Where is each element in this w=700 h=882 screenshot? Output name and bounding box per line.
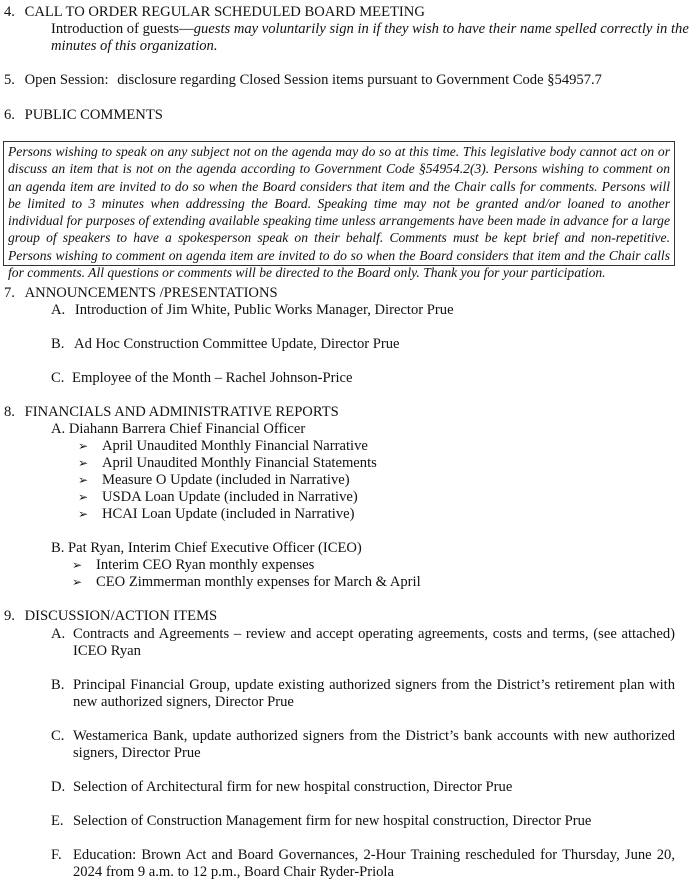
report-bullet: [78, 438, 368, 455]
section-title: DISCUSSION/ACTION ITEMS: [24, 608, 218, 624]
section-number: 9.: [4, 608, 15, 624]
section-number: 7.: [4, 285, 15, 301]
report-bullet: [78, 472, 350, 489]
item-letter: B.: [51, 677, 65, 693]
bullet-text: April Unaudited Monthly Financial Narrative: [102, 438, 368, 454]
arrow-bullet-icon: ➢: [78, 490, 89, 504]
open-session-text: disclosure regarding Closed Session items pursuant to Government Code §54957.7: [117, 72, 602, 88]
arrow-bullet-icon: ➢: [78, 507, 89, 521]
section-8-heading: [4, 404, 339, 421]
section-7-heading: [4, 285, 278, 302]
iceo-report-label: B. Pat Ryan, Interim Chief Executive Officer (ICEO): [51, 540, 362, 556]
announcement-item: [51, 336, 400, 353]
open-session-label: Open Session:: [24, 72, 109, 88]
guest-intro-line-1: [51, 21, 689, 38]
arrow-bullet-icon: ➢: [72, 575, 83, 589]
announcement-item: [51, 370, 353, 387]
item-letter: C.: [51, 728, 65, 744]
section-title: ANNOUNCEMENTS /PRESENTATIONS: [24, 285, 278, 301]
public-comments-notice: Persons wishing to speak on any subject not on the agenda may do so at this time. This legislative body cannot act on or discuss an item that is not on the agenda according to Government Code §54954.2(3). Persons wishing to comment on an agenda item are invited to do so when the Board considers that item and the Chair calls for comments. Persons will be limited to 3 minutes when addressing the Board. Speaking time may not be granted and/or loaned to another individual for purposes of extending available speaking time unless arrangements have been made in advance for a large group of speakers to have a spokesperson speak on their behalf. Comments must be kept brief and non-repetitive. Persons wishing to comment on agenda item are invited to do so when the Board considers that item and the Chair calls for comments. All questions or comments will be directed to the Board only. Thank you for your participation.: [3, 141, 675, 266]
report-bullet: [72, 557, 314, 574]
item-letter: A.: [51, 626, 66, 642]
section-number: 5.: [4, 72, 15, 88]
report-bullet: [78, 506, 354, 523]
section-9-heading: [4, 608, 217, 625]
section-title: FINANCIALS AND ADMINISTRATIVE REPORTS: [24, 404, 339, 420]
item-letter: A.: [51, 302, 66, 318]
section-title: PUBLIC COMMENTS: [24, 107, 163, 123]
arrow-bullet-icon: ➢: [72, 558, 83, 572]
item-letter: D.: [51, 779, 66, 795]
report-bullet: [72, 574, 421, 591]
cfo-report-label: A. Diahann Barrera Chief Financial Officer: [51, 421, 306, 437]
bullet-text: USDA Loan Update (included in Narrative): [102, 489, 358, 505]
report-bullet: [78, 489, 358, 506]
section-number: 6.: [4, 107, 15, 123]
guest-intro-label: Introduction of guests—: [51, 21, 194, 37]
section-4-heading: [4, 4, 425, 21]
item-letter: F.: [51, 847, 62, 863]
item-letter: B.: [51, 336, 65, 352]
arrow-bullet-icon: ➢: [78, 473, 89, 487]
report-bullet: [78, 455, 377, 472]
action-item-text: Principal Financial Group, update existing authorized signers from the District’s retirement plan with new authorized signers, Director Prue: [73, 677, 675, 710]
item-text: Ad Hoc Construction Committee Update, Director Prue: [74, 336, 400, 352]
item-letter: C.: [51, 370, 65, 386]
bullet-text: Interim CEO Ryan monthly expenses: [96, 557, 315, 573]
action-item-text: Education: Brown Act and Board Governances, 2-Hour Training rescheduled for Thursday, June 20, 2024 from 9 a.m. to 12 p.m., Board Chair Ryder-Priola: [73, 847, 675, 880]
section-number: 8.: [4, 404, 15, 420]
arrow-bullet-icon: ➢: [78, 439, 89, 453]
action-item-text: Selection of Construction Management firm for new hospital construction, Director Prue: [73, 813, 592, 829]
guest-intro-line-2: minutes of this organization.: [51, 38, 218, 54]
item-text: Introduction of Jim White, Public Works Manager, Director Prue: [74, 302, 454, 318]
item-text: Employee of the Month – Rachel Johnson-Price: [72, 370, 353, 386]
guest-intro-note: guests may voluntarily sign in if they wish to have their name spelled correctly in the: [193, 21, 689, 37]
section-6-heading: [4, 107, 163, 124]
action-item-text: Westamerica Bank, update authorized signers from the District’s bank accounts with new authorized signers, Director Prue: [73, 728, 675, 761]
action-item-text: Contracts and Agreements – review and accept operating agreements, costs and terms, (see attached) ICEO Ryan: [73, 626, 675, 659]
section-title: CALL TO ORDER REGULAR SCHEDULED BOARD MEETING: [24, 4, 425, 20]
action-item-text: Selection of Architectural firm for new hospital construction, Director Prue: [73, 779, 513, 795]
item-letter: E.: [51, 813, 64, 829]
arrow-bullet-icon: ➢: [78, 456, 89, 470]
bullet-text: April Unaudited Monthly Financial Statements: [102, 455, 377, 471]
bullet-text: CEO Zimmerman monthly expenses for March & April: [96, 574, 421, 590]
bullet-text: HCAI Loan Update (included in Narrative): [102, 506, 355, 522]
section-number: 4.: [4, 4, 15, 20]
section-5-heading: [4, 72, 602, 89]
bullet-text: Measure O Update (included in Narrative): [102, 472, 350, 488]
announcement-item: [51, 302, 454, 319]
